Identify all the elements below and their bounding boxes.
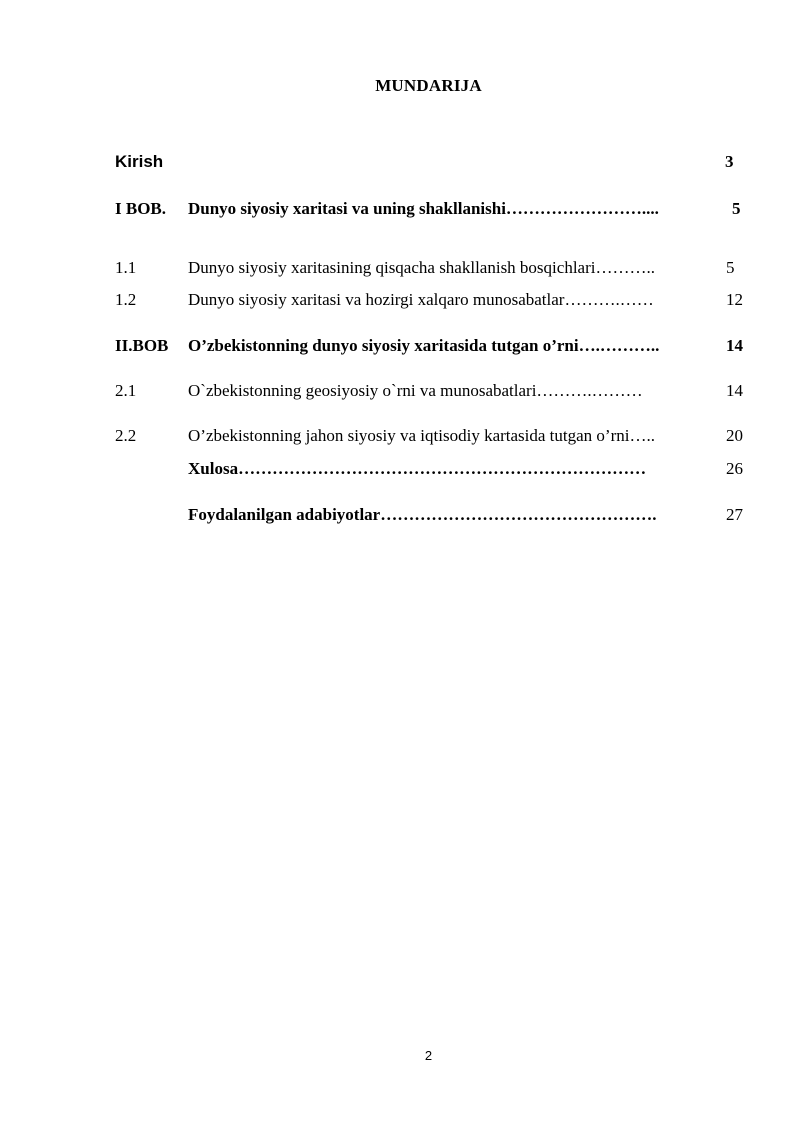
toc-entry-number: I BOB.	[115, 199, 167, 218]
toc-entry-page: 5	[726, 258, 735, 277]
toc-entry-page: 5	[732, 199, 741, 218]
toc-entry-chapter-1	[0, 199, 800, 221]
toc-entry-2-2	[0, 426, 800, 448]
toc-entry-title: Foydalanilgan adabiyotlar………………………………………….	[188, 505, 657, 524]
toc-entry-title: Xulosa………………………………………………………………	[188, 459, 647, 478]
toc-entry-title: O’zbekistonning dunyo siyosiy xaritasida tutgan o’rni….………..	[188, 336, 660, 355]
toc-entry-page: 26	[726, 459, 743, 478]
toc-entry-number: 2.1	[115, 381, 137, 400]
toc-entry-kirish	[0, 152, 800, 174]
toc-entry-page: 27	[726, 505, 743, 524]
page-number: 2	[424, 1048, 433, 1063]
toc-entry-page: 3	[725, 152, 734, 171]
toc-entry-page: 12	[726, 290, 743, 309]
toc-entry-number: 2.2	[115, 426, 137, 445]
toc-entry-title: Dunyo siyosiy xaritasi va hozirgi xalqaro munosabatlar……….……	[188, 290, 654, 309]
toc-entry-1-1	[0, 258, 800, 280]
toc-entry-page: 14	[726, 336, 743, 355]
toc-entry-title: Dunyo siyosiy xaritasi va uning shakllanishi……………………....	[188, 199, 659, 218]
toc-entry-page: 14	[726, 381, 743, 400]
toc-entry-number: 1.2	[115, 290, 137, 309]
toc-entry-number: II.BOB	[115, 336, 169, 355]
toc-entry-number: 1.1	[115, 258, 137, 277]
toc-entry-title: Dunyo siyosiy xaritasining qisqacha shakllanish bosqichlari………..	[188, 258, 655, 277]
toc-title: MUNDARIJA	[375, 76, 482, 95]
toc-entry-references	[0, 505, 800, 527]
toc-entry-xulosa	[0, 459, 800, 481]
toc-entry-1-2	[0, 290, 800, 312]
toc-entry-title: O`zbekistonning geosiyosiy o`rni va munosabatlari……….………	[188, 381, 643, 400]
toc-entry-label: Kirish	[115, 152, 164, 171]
toc-entry-chapter-2	[0, 336, 800, 358]
toc-entry-title: O’zbekistonning jahon siyosiy va iqtisodiy kartasida tutgan o’rni…..	[188, 426, 655, 445]
toc-entry-page: 20	[726, 426, 743, 445]
toc-entry-2-1	[0, 381, 800, 403]
